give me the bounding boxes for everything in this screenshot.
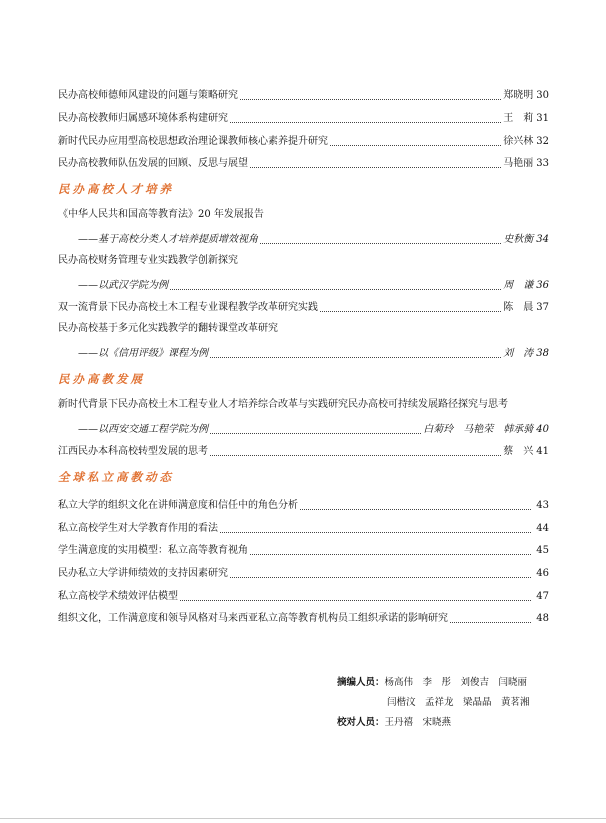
toc-entry-subtitle[interactable] xyxy=(78,344,549,360)
toc-entry-title[interactable]: 新时代背景下民办高校土木工程专业人才培养综合改革与实践研究民办高校可持续发展路径探究与思考 xyxy=(58,399,508,410)
entry-page: 48 xyxy=(536,613,549,624)
dot-leader xyxy=(240,99,501,100)
entry-author: 刘 涛 xyxy=(503,348,534,359)
entry-page: 36 xyxy=(536,280,549,291)
toc-entry[interactable] xyxy=(58,86,549,102)
toc-entry[interactable] xyxy=(58,587,549,603)
entry-author: 郑晓明 xyxy=(503,90,534,101)
entry-page: 37 xyxy=(536,302,549,313)
entry-subtitle: ——以西安交通工程学院为例 xyxy=(78,424,208,435)
entry-title: 新时代民办应用型高校思想政治理论课教师核心素养提升研究 xyxy=(58,136,328,147)
toc-entry[interactable] xyxy=(58,442,549,458)
entry-title: 民办私立大学讲师绩效的支持因素研究 xyxy=(58,568,228,579)
dot-leader xyxy=(230,122,501,123)
entry-title: 民办高校教师队伍发展的回顾、反思与展望 xyxy=(58,158,248,169)
entry-author: 蔡 兴 xyxy=(503,446,534,457)
editors-label: 摘编人员： xyxy=(337,677,385,688)
section-heading: 民办高教发展 xyxy=(58,372,145,386)
entry-page: 44 xyxy=(536,523,549,534)
entry-title: 双一流背景下民办高校土木工程专业课程教学改革研究实践 xyxy=(58,302,318,313)
entry-author: 白菊玲 马艳荣 韩承骑 xyxy=(423,424,534,435)
dot-leader xyxy=(450,622,531,623)
section-heading: 全球私立高教动态 xyxy=(58,470,174,484)
toc-entry-title[interactable]: 《中华人民共和国高等教育法》20 年发展报告 xyxy=(58,209,264,220)
entry-title: 私立大学的组织文化在讲师满意度和信任中的角色分析 xyxy=(58,500,298,511)
editors-names: 杨高伟 李 彤 刘俊吉 闫晓丽 xyxy=(384,677,528,688)
toc-entry[interactable] xyxy=(58,541,549,557)
entry-subtitle: ——以《信用评级》课程为例 xyxy=(78,348,208,359)
entry-title: 民办高校师德师风建设的问题与策略研究 xyxy=(58,90,238,101)
editors-row xyxy=(337,677,527,689)
proofreaders-names: 王丹禧 宋晓燕 xyxy=(384,717,452,728)
entry-title: 学生满意度的实用模型：私立高等教育视角 xyxy=(58,545,248,556)
entry-page: 33 xyxy=(536,158,549,169)
entry-title: 私立高校学术绩效评估模型 xyxy=(58,591,178,602)
entry-author: 马艳丽 xyxy=(503,158,534,169)
entry-title: 组织文化，工作满意度和领导风格对马来西亚私立高等教育机构员工组织承诺的影响研究 xyxy=(58,613,448,624)
entry-title: 江西民办本科高校转型发展的思考 xyxy=(58,446,208,457)
dot-leader xyxy=(300,509,531,510)
proofreaders-label: 校对人员： xyxy=(337,717,385,728)
dot-leader xyxy=(210,455,501,456)
entry-page: 46 xyxy=(536,568,549,579)
entry-page: 30 xyxy=(536,90,549,101)
dot-leader xyxy=(330,145,501,146)
entry-author: 王 莉 xyxy=(503,113,534,124)
dot-leader xyxy=(250,554,531,555)
entry-page: 47 xyxy=(536,591,549,602)
entry-title: 私立高校学生对大学教育作用的看法 xyxy=(58,523,218,534)
entry-subtitle: ——以武汉学院为例 xyxy=(78,280,168,291)
toc-entry[interactable] xyxy=(58,609,549,625)
entry-page: 34 xyxy=(536,234,549,245)
toc-entry-title[interactable]: 民办高校基于多元化实践教学的翻转课堂改革研究 xyxy=(58,323,278,334)
entry-author: 徐兴林 xyxy=(503,136,534,147)
dot-leader xyxy=(170,289,501,290)
toc-entry[interactable] xyxy=(58,564,549,580)
dot-leader xyxy=(250,167,501,168)
proofreaders-row xyxy=(337,717,451,729)
toc-entry[interactable] xyxy=(58,519,549,535)
entry-author: 史秋衡 xyxy=(503,234,534,245)
section-heading: 民办高校人才培养 xyxy=(58,182,174,196)
dot-leader xyxy=(320,311,501,312)
editors-row-2: 闫楷汶 孟祥龙 梁晶晶 黄茗湘 xyxy=(387,697,530,708)
entry-page: 43 xyxy=(536,500,549,511)
toc-entry-subtitle[interactable] xyxy=(78,276,549,292)
entry-author: 周 谦 xyxy=(503,280,534,291)
entry-page: 31 xyxy=(536,113,549,124)
dot-leader xyxy=(230,577,531,578)
dot-leader xyxy=(180,600,531,601)
entry-page: 45 xyxy=(536,545,549,556)
dot-leader xyxy=(220,532,531,533)
toc-entry[interactable] xyxy=(58,298,549,314)
toc-entry[interactable] xyxy=(58,132,549,148)
entry-author: 陈 晨 xyxy=(503,302,534,313)
entry-page: 40 xyxy=(536,424,549,435)
entry-title: 民办高校教师归属感环境体系构建研究 xyxy=(58,113,228,124)
entry-subtitle: ——基于高校分类人才培养提质增效视角 xyxy=(78,234,258,245)
entry-page: 38 xyxy=(536,348,549,359)
toc-entry-subtitle[interactable] xyxy=(78,230,549,246)
toc-entry-subtitle[interactable] xyxy=(78,420,549,436)
entry-page: 32 xyxy=(536,136,549,147)
dot-leader xyxy=(210,357,501,358)
page-divider xyxy=(0,818,606,819)
entry-page: 41 xyxy=(536,446,549,457)
toc-entry[interactable] xyxy=(58,154,549,170)
dot-leader xyxy=(210,433,421,434)
dot-leader xyxy=(260,243,501,244)
toc-entry[interactable] xyxy=(58,109,549,125)
toc-entry-title[interactable]: 民办高校财务管理专业实践教学创新探究 xyxy=(58,255,238,266)
toc-entry[interactable] xyxy=(58,496,549,512)
